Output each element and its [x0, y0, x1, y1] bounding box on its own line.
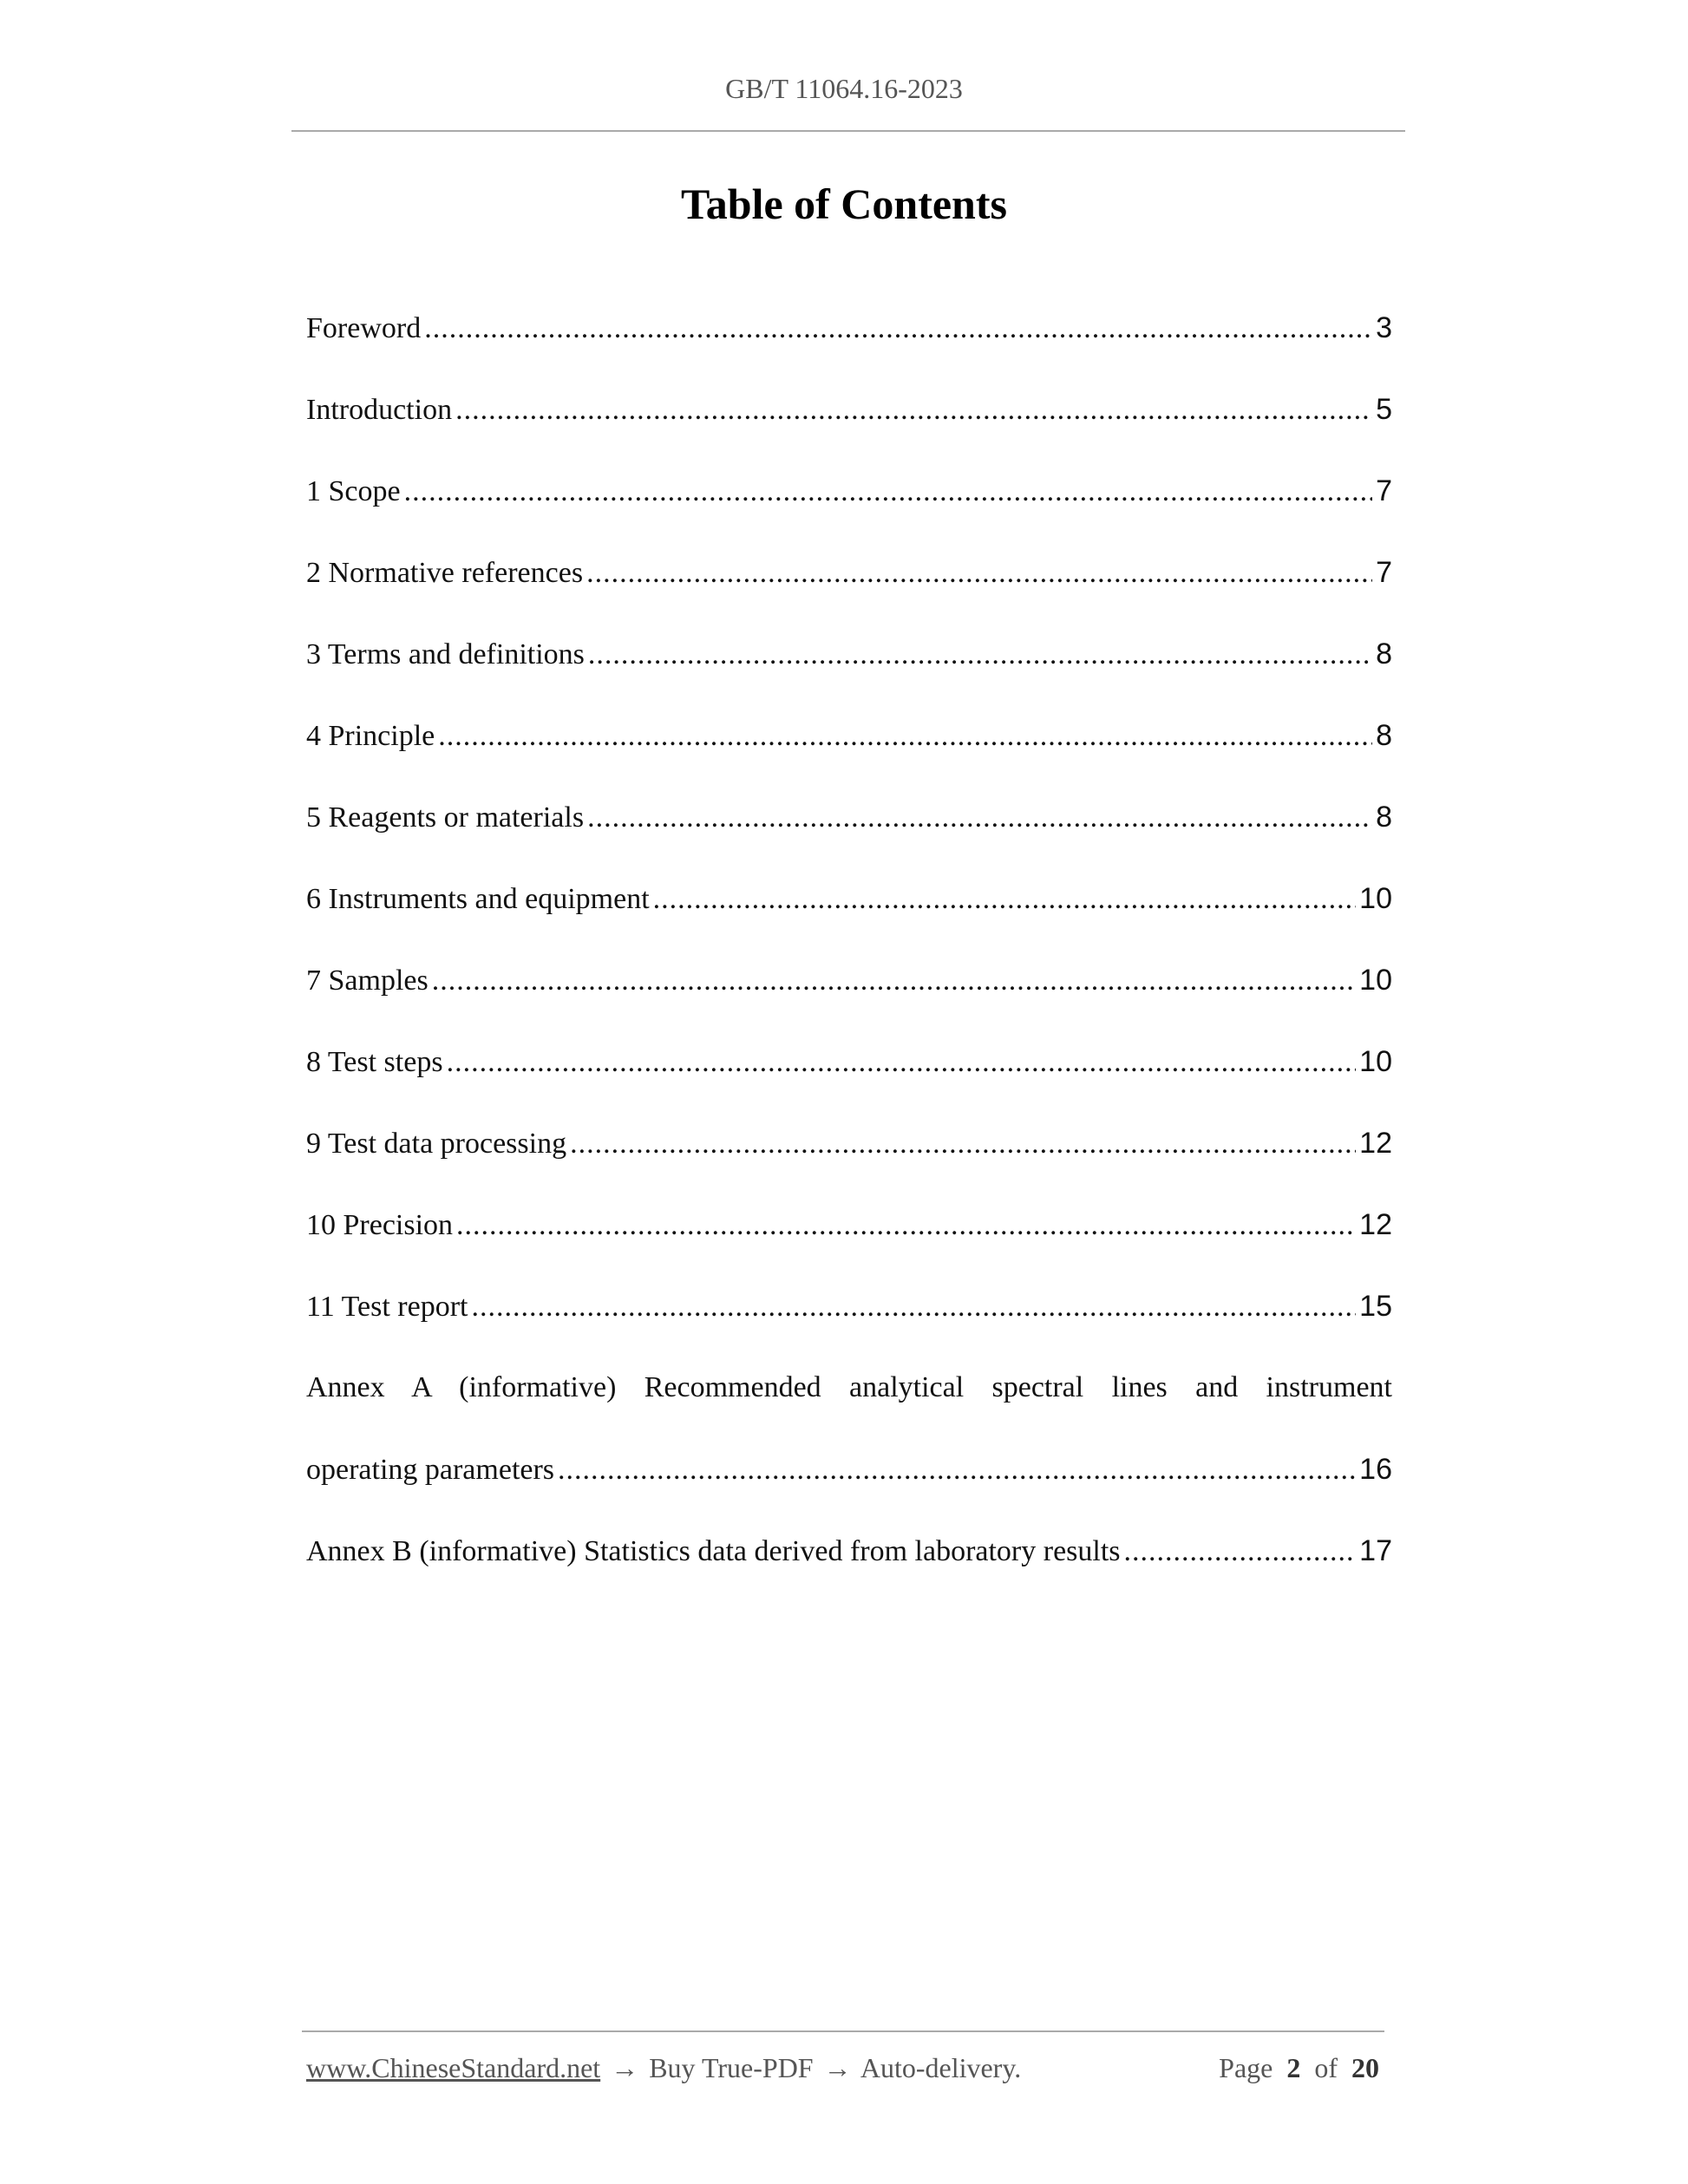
toc-dot-leader [588, 629, 1372, 681]
footer-promo [306, 2052, 1021, 2084]
page-title: Table of Contents [681, 180, 1007, 228]
toc-entry-page: 16 [1359, 1453, 1392, 1486]
toc-entry-label-line1: Annex A (informative) Recommended analytical spectral lines and instrument [306, 1371, 1392, 1403]
toc-entry-test-steps[interactable] [306, 1036, 1392, 1117]
page-footer [306, 2052, 1379, 2084]
toc-dot-leader [471, 1281, 1356, 1333]
toc-dot-leader [432, 955, 1356, 1007]
toc-entry-page: 5 [1376, 393, 1392, 426]
toc-dot-leader [424, 303, 1372, 355]
footer-divider [302, 2030, 1384, 2032]
toc-entry-page: 10 [1359, 964, 1392, 997]
toc-entry-page: 8 [1376, 719, 1392, 752]
toc-entry-page: 7 [1376, 556, 1392, 589]
header-standard-code: GB/T 11064.16-2023 [725, 73, 963, 104]
toc-dot-leader [558, 1444, 1356, 1496]
toc-entry-introduction[interactable] [306, 383, 1392, 465]
toc-entry-label: 1 Scope [306, 475, 401, 507]
header-divider [291, 130, 1405, 132]
toc-entry-label: Annex B (informative) Statistics data derived from laboratory results [306, 1535, 1121, 1567]
arrow-right-icon: → [823, 2052, 852, 2083]
arrow-right-icon: → [611, 2052, 639, 2083]
toc-entry-terms-and-definitions[interactable] [306, 628, 1392, 709]
site-link[interactable]: www.ChineseStandard.net [306, 2052, 601, 2083]
page-total: 20 [1351, 2052, 1379, 2083]
toc-entry-label: 3 Terms and definitions [306, 638, 585, 670]
toc-entry-page: 10 [1359, 882, 1392, 915]
toc-entry-label: 2 Normative references [306, 557, 584, 589]
toc-entry-test-data-processing[interactable] [306, 1117, 1392, 1199]
toc-entry-label: 4 Principle [306, 720, 435, 752]
toc-entry-label-line2: operating parameters [306, 1454, 555, 1486]
toc-entry-page: 15 [1359, 1290, 1392, 1323]
toc-entry-label: 11 Test report [306, 1291, 468, 1323]
toc-dot-leader [1124, 1526, 1357, 1578]
of-word: of [1314, 2052, 1338, 2083]
table-of-contents [306, 302, 1392, 1606]
toc-dot-leader [404, 466, 1372, 518]
toc-entry-scope[interactable] [306, 465, 1392, 546]
buy-true-pdf-text: Buy True-PDF [649, 2052, 814, 2083]
toc-dot-leader [586, 547, 1372, 599]
toc-entry-test-report[interactable] [306, 1280, 1392, 1362]
toc-dot-leader [587, 792, 1372, 844]
toc-dot-leader [455, 384, 1372, 436]
toc-entry-page: 7 [1376, 474, 1392, 507]
toc-entry-label: 5 Reagents or materials [306, 801, 585, 834]
toc-entry-label: 7 Samples [306, 964, 429, 997]
toc-entry-principle[interactable] [306, 709, 1392, 791]
toc-dot-leader [456, 1200, 1356, 1252]
toc-entry-page: 17 [1359, 1534, 1392, 1567]
toc-entry-page: 3 [1376, 311, 1392, 344]
page-word: Page [1219, 2052, 1273, 2083]
toc-entry-page: 12 [1359, 1208, 1392, 1241]
toc-entry-label: Foreword [306, 312, 422, 344]
toc-entry-label: 9 Test data processing [306, 1128, 567, 1160]
toc-entry-page: 12 [1359, 1127, 1392, 1160]
toc-entry-annex-a[interactable] [306, 1362, 1392, 1525]
toc-dot-leader [447, 1036, 1357, 1089]
toc-entry-precision[interactable] [306, 1199, 1392, 1280]
toc-entry-page: 8 [1376, 801, 1392, 834]
toc-dot-leader [653, 873, 1357, 925]
auto-delivery-text: Auto-delivery. [860, 2052, 1022, 2083]
toc-entry-foreword[interactable] [306, 302, 1392, 383]
toc-entry-label: Introduction [306, 394, 453, 426]
toc-entry-reagents-or-materials[interactable] [306, 791, 1392, 873]
toc-entry-instruments-and-equipment[interactable] [306, 873, 1392, 954]
toc-entry-annex-b[interactable] [306, 1525, 1392, 1606]
page-current: 2 [1286, 2052, 1301, 2083]
toc-entry-label: 6 Instruments and equipment [306, 883, 650, 915]
toc-entry-samples[interactable] [306, 954, 1392, 1036]
toc-entry-label: 10 Precision [306, 1209, 454, 1241]
toc-dot-leader [570, 1118, 1356, 1170]
toc-entry-normative-references[interactable] [306, 546, 1392, 628]
toc-entry-page: 8 [1376, 638, 1392, 670]
toc-dot-leader [438, 710, 1372, 762]
toc-entry-page: 10 [1359, 1045, 1392, 1078]
page-number [1219, 2052, 1379, 2084]
toc-entry-label: 8 Test steps [306, 1046, 443, 1078]
